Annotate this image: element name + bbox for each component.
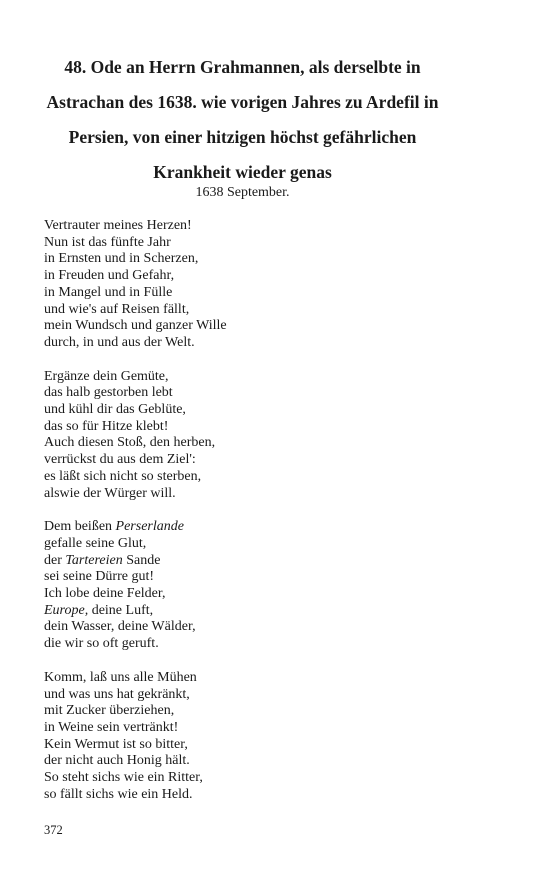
- verse-line: in Weine sein vertränkt!: [44, 719, 179, 735]
- verse-line: dein Wasser, deine Wälder,: [44, 619, 196, 635]
- verse-text: Sande: [126, 552, 161, 568]
- stanza-2: [44, 369, 504, 503]
- poem-title: [40, 50, 445, 190]
- verse-line: Nun ist das fünfte Jahr: [44, 234, 171, 250]
- verse-line: durch, in und aus der Welt.: [44, 334, 195, 350]
- verse-line: die wir so oft geruft.: [44, 636, 159, 652]
- title-line: Persien, von einer hitzigen höchst gefährlichen: [68, 127, 417, 147]
- verse-line: gefalle seine Glut,: [44, 535, 147, 551]
- verse-line: Vertrauter meines Herzen!: [44, 218, 192, 233]
- italic-place-name: Tartereien: [65, 552, 123, 568]
- verse-line: Auch diesen Stoß, den herben,: [44, 435, 216, 451]
- verse-line: mit Zucker überziehen,: [44, 703, 175, 719]
- verse-text: deine Luft,: [91, 602, 154, 618]
- verse-line: verrückst du aus dem Ziel':: [44, 452, 196, 468]
- stanza-3: [44, 519, 504, 653]
- verse-line: Kein Wermut ist so bitter,: [44, 736, 188, 752]
- verse-line: Ergänze dein Gemüte,: [44, 368, 169, 384]
- verse-line: und was uns hat gekränkt,: [44, 686, 190, 702]
- verse-line: alswie der Würger will.: [44, 485, 176, 501]
- verse-line: so fällt sichs wie ein Held.: [44, 786, 193, 802]
- verse-line: mein Wundsch und ganzer Wille: [44, 318, 227, 334]
- verse-line: [44, 553, 504, 570]
- title-line: Astrachan des 1638. wie vorigen Jahres zu Ardefil in: [46, 92, 439, 112]
- verse-text: der: [44, 552, 62, 568]
- verse-line: in Freuden und Gefahr,: [44, 268, 175, 284]
- title-line: 48. Ode an Herrn Grahmannen, als derselbte in: [64, 57, 421, 77]
- verse-line: es läßt sich nicht so sterben,: [44, 468, 202, 484]
- poem-body: [44, 218, 504, 821]
- verse-line: [44, 603, 504, 620]
- poem-date: 1638 September.: [195, 185, 290, 200]
- verse-line: Komm, laß uns alle Mühen: [44, 669, 197, 685]
- verse-line: der nicht auch Honig hält.: [44, 753, 190, 769]
- page-number: 372: [44, 823, 63, 837]
- verse-line: und kühl dir das Geblüte,: [44, 402, 186, 418]
- verse-text: Dem beißen: [44, 519, 113, 535]
- verse-line: Ich lobe deine Felder,: [44, 586, 166, 602]
- verse-line: So steht sichs wie ein Ritter,: [44, 770, 203, 786]
- verse-line: das halb gestorben lebt: [44, 385, 173, 401]
- stanza-1: [44, 218, 504, 352]
- verse-line: das so für Hitze klebt!: [44, 418, 169, 434]
- verse-line: [44, 519, 504, 536]
- verse-line: sei seine Dürre gut!: [44, 569, 155, 585]
- verse-line: und wie's auf Reisen fällt,: [44, 301, 190, 317]
- title-line: Krankheit wieder genas: [153, 162, 332, 182]
- stanza-4: [44, 670, 504, 804]
- italic-place-name: Europe,: [44, 602, 89, 618]
- italic-place-name: Perserlande: [115, 519, 184, 535]
- verse-line: in Mangel und in Fülle: [44, 284, 173, 300]
- verse-line: in Ernsten und in Scherzen,: [44, 251, 199, 267]
